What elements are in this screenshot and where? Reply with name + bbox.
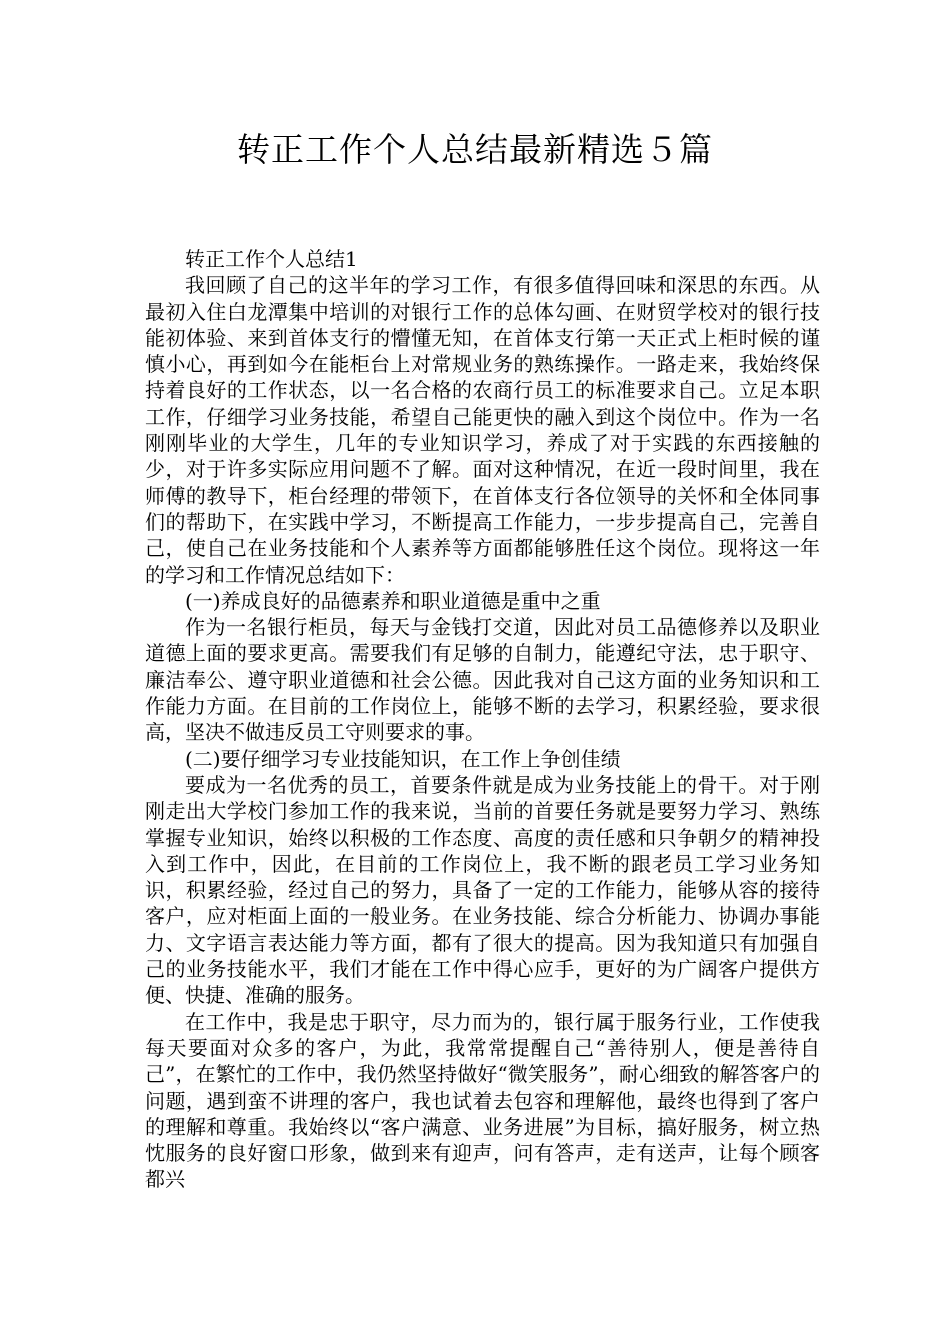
section-heading: 转正工作个人总结1 [185, 247, 358, 271]
document-body [145, 246, 820, 1193]
subsection-heading: (二)要仔细学习专业技能知识，在工作上争创佳绩 [185, 746, 621, 771]
body-paragraph: 在工作中，我是忠于职守，尽力而为的，银行属于服务行业，工作使我每天要面对众多的客户，为此，我常常提醒自己“善待别人，便是善待自己”，在繁忙的工作中，我仍然坚持做好“微笑服务”，耐心细致的解答客户的问题，遇到蛮不讲理的客户，我也试着去包容和理解他，最终也得到了客户的理解和尊重。我始终以“客户满意、业务进展”为目标，搞好服务，树立热忱服务的良好窗口形象，做到来有迎声，问有答声，走有送声，让每个顾客都兴 [145, 1009, 820, 1192]
body-paragraph: 我回顾了自己的这半年的学习工作，有很多值得回味和深思的东西。从最初入住白龙潭集中培训的对银行工作的总体勾画、在财贸学校对的银行技能初体验、来到首体支行的懵懂无知，在首体支行第一天正式上柜时候的谨慎小心，再到如今在能柜台上对常规业务的熟练操作。一路走来，我始终保持着良好的工作状态，以一名合格的农商行员工的标准要求自己。立足本职工作，仔细学习业务技能，希望自己能更快的融入到这个岗位中。作为一名刚刚毕业的大学生，几年的专业知识学习，养成了对于实践的东西接触的少，对于许多实际应用问题不了解。面对这种情况，在近一段时间里，我在师傅的教导下，柜台经理的带领下，在首体支行各位领导的关怀和全体同事们的帮助下，在实践中学习，不断提高工作能力，一步步提高自己，完善自己，使自己在业务技能和个人素养等方面都能够胜任这个岗位。现将这一年的学习和工作情况总结如下： [145, 273, 820, 587]
body-paragraph: 要成为一名优秀的员工，首要条件就是成为业务技能上的骨干。对于刚刚走出大学校门参加工作的我来说，当前的首要任务就是要努力学习、熟练掌握专业知识，始终以积极的工作态度、高度的责任感和只争朝夕的精神投入到工作中，因此，在目前的工作岗位上，我不断的跟老员工学习业务知识，积累经验，经过自己的努力，具备了一定的工作能力，能够从容的接待客户，应对柜面上面的一般业务。在业务技能、综合分析能力、协调办事能力、文字语言表达能力等方面，都有了很大的提高。因为我知道只有加强自己的业务技能水平，我们才能在工作中得心应手，更好的为广阔客户提供方便、快捷、准确的服务。 [145, 772, 820, 1008]
subsection-heading: (一)养成良好的品德素养和职业道德是重中之重 [185, 588, 601, 613]
document-title: 转正工作个人总结最新精选５篇 [237, 130, 713, 169]
body-paragraph: 作为一名银行柜员，每天与金钱打交道，因此对员工品德修养以及职业道德上面的要求更高。需要我们有足够的自制力，能遵纪守法，忠于职守、廉洁奉公、遵守职业道德和社会公德。因此我对自己这方面的业务知识和工作能力方面。在目前的工作岗位上，能够不断的去学习，积累经验，要求很高，坚决不做违反员工守则要求的事。 [145, 615, 820, 745]
